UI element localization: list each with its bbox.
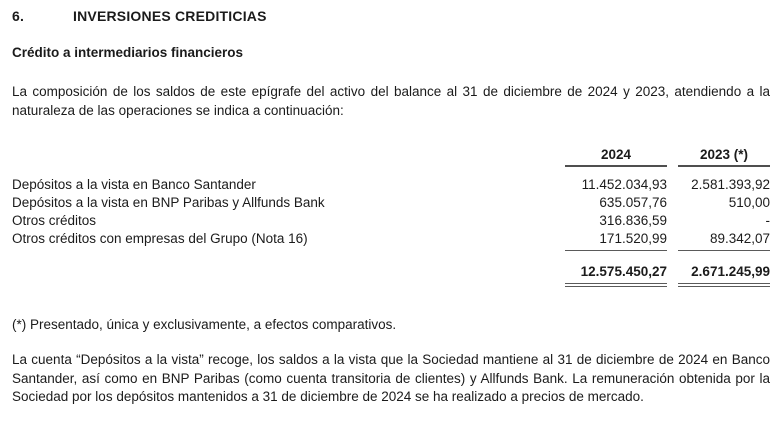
financial-table xyxy=(12,146,770,287)
table-row xyxy=(12,212,770,230)
row-label: Otros créditos xyxy=(12,213,97,228)
section-title: INVERSIONES CREDITICIAS xyxy=(73,8,267,24)
section-number: 6. xyxy=(12,8,25,24)
row-value-2023: 2.581.393,92 xyxy=(691,177,770,192)
table-header-row xyxy=(12,146,770,167)
row-value-2023: 510,00 xyxy=(728,195,770,210)
section-heading xyxy=(12,8,770,24)
table-body xyxy=(12,176,770,251)
row-value-2024: 171.520,99 xyxy=(565,230,667,251)
column-header-2023: 2023 (*) xyxy=(678,146,770,167)
table-total-row xyxy=(12,263,770,287)
total-value-2023: 2.671.245,99 xyxy=(678,263,770,287)
footnote: (*) Presentado, única y exclusivamente, a efectos comparativos. xyxy=(12,317,397,332)
table-row xyxy=(12,176,770,194)
table-row xyxy=(12,230,770,251)
closing-paragraph: La cuenta “Depósitos a la vista” recoge, los saldos a la vista que la Sociedad mantiene al 31 de diciembre de 2024 en Banco Santander, así como en BNP Paribas (como cuenta transitoria de clientes) y Allfunds Bank. La remuneración obtenida por la Sociedad por los depósitos mantenidos a 31 de diciembre de 2024 se ha realizado a precios de mercado. xyxy=(12,352,770,405)
subsection-title: Crédito a intermediarios financieros xyxy=(12,45,244,60)
row-value-2023: 89.342,07 xyxy=(678,230,770,251)
row-value-2024: 11.452.034,93 xyxy=(581,177,667,192)
row-label: Depósitos a la vista en BNP Paribas y Allfunds Bank xyxy=(12,195,325,210)
row-label: Depósitos a la vista en Banco Santander xyxy=(12,177,256,192)
total-value-2024: 12.575.450,27 xyxy=(565,263,667,287)
column-header-2024: 2024 xyxy=(565,146,667,167)
table-row xyxy=(12,194,770,212)
row-value-2023: - xyxy=(765,213,770,228)
row-value-2024: 316.836,59 xyxy=(599,213,667,228)
intro-paragraph: La composición de los saldos de este epígrafe del activo del balance al 31 de diciembre de 2024 y 2023, atendiendo a la naturaleza de las operaciones se indica a continuación: xyxy=(12,84,770,118)
row-label: Otros créditos con empresas del Grupo (Nota 16) xyxy=(12,231,308,246)
row-value-2024: 635.057,76 xyxy=(599,195,667,210)
